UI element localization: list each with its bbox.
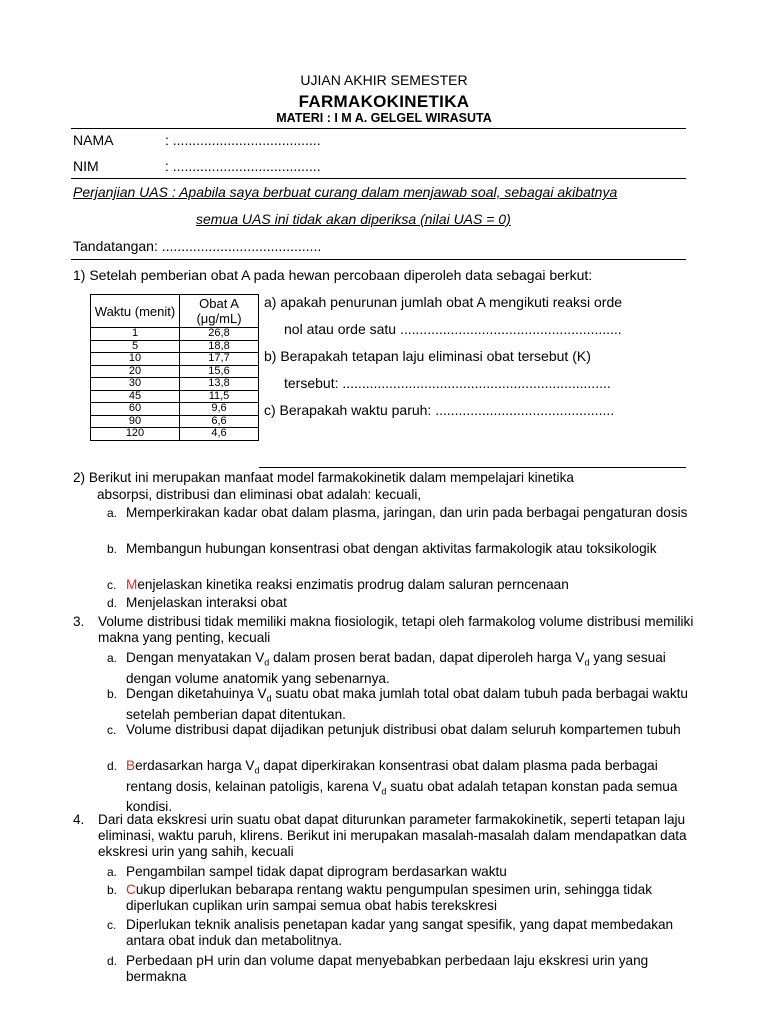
table-row: [91, 378, 259, 391]
q3-option-a[interactable]: Dengan menyatakan $V_d$ dalam prosen berat badan, dapat diperoleh harga $V_d$ yang sesuai dengan volume anatomik yang sebenarnya.: [126, 650, 666, 686]
table-row: [91, 390, 259, 403]
q3-option-d[interactable]: Berdasarkan harga $V_d$ dapat diperkirakan konsentrasi obat dalam plasma pada berbagai rentang dosis, kelainan patoligis, karena $V_d$ suatu obat adalah tetapan konstan pada semua kondisi.: [126, 758, 678, 815]
waktu-cell: 90: [91, 415, 180, 428]
q4-option-b-label[interactable]: b.: [107, 883, 118, 897]
col-waktu-header: Waktu (menit): [91, 295, 180, 328]
q1-part-b-2[interactable]: tersebut: .....................................................................: [284, 375, 611, 391]
q1-part-b-1: b) Berapakah tetapan laju eliminasi obat tersebut (K): [264, 348, 591, 364]
waktu-cell: 120: [91, 428, 180, 441]
q3-option-a-label[interactable]: a.: [107, 651, 118, 665]
signature-rule: [71, 259, 686, 260]
waktu-cell: 10: [91, 353, 180, 366]
q2-stem-2: absorpsi, distribusi dan eliminasi obat adalah: kecuali,: [97, 487, 422, 502]
q2-option-c-label[interactable]: c.: [107, 578, 117, 592]
q3-option-d-label[interactable]: d.: [107, 759, 118, 773]
answer-mark: C: [126, 882, 136, 897]
q3-option-b-label[interactable]: b.: [107, 687, 118, 701]
obat-cell: 15,6: [180, 365, 259, 378]
q3-option-c-label[interactable]: c.: [107, 723, 117, 737]
obat-cell: 13,8: [180, 378, 259, 391]
table-row: [91, 365, 259, 378]
q2-option-d[interactable]: Menjelaskan interaksi obat: [126, 595, 287, 610]
waktu-cell: 45: [91, 390, 180, 403]
waktu-cell: 30: [91, 378, 180, 391]
q3-number: 3.: [73, 614, 85, 629]
obat-cell: 6,6: [180, 415, 259, 428]
q3-option-b[interactable]: Dengan diketahuinya $V_d$ suatu obat maka jumlah total obat dalam tubuh pada berbagai waktu setelah pemberian dapat ditentukan.: [126, 686, 688, 722]
nama-field[interactable]: : ......................................: [165, 132, 321, 148]
table-row: [91, 415, 259, 428]
q4-option-b[interactable]: Cukup diperlukan bebarapa rentang waktu pengumpulan spesimen urin, sehingga tidak diperlukan cuplikan urin sampai semua obat habis terekskresi: [126, 882, 652, 913]
identity-rule: [71, 178, 686, 179]
q2-option-d-label[interactable]: d.: [107, 596, 118, 610]
q2-option-c[interactable]: Menjelaskan kinetika reaksi enzimatis prodrug dalam saluran perncenaan: [126, 577, 569, 592]
q3-option-c[interactable]: Volume distribusi dapat dijadikan petunjuk distribusi obat dalam seluruh kompartemen tubuh: [126, 722, 681, 737]
obat-cell: 26,8: [180, 328, 259, 341]
q4-option-a-label[interactable]: a.: [107, 865, 118, 879]
nama-label: NAMA: [73, 132, 114, 148]
q1-rule: [259, 467, 686, 468]
table-row: [91, 403, 259, 416]
table-row: [91, 353, 259, 366]
obat-cell: 17,7: [180, 353, 259, 366]
waktu-cell: 1: [91, 328, 180, 341]
waktu-cell: 20: [91, 365, 180, 378]
obat-cell: 11,5: [180, 390, 259, 403]
nim-field[interactable]: : ......................................: [165, 158, 321, 174]
agreement-line-2: semua UAS ini tidak akan diperiksa (nilai UAS = 0): [196, 211, 511, 227]
agreement-line-1: Perjanjian UAS : Apabila saya berbuat curang dalam menjawab soal, sebagai akibatnya: [73, 184, 618, 200]
q2-option-b[interactable]: Membangun hubungan konsentrasi obat dengan aktivitas farmakologik atau toksikologik: [126, 541, 657, 556]
waktu-cell: 5: [91, 340, 180, 353]
answer-mark: B: [126, 758, 136, 773]
col-obat-header: Obat A (μg/mL): [180, 295, 259, 328]
q2-option-a-label[interactable]: a.: [107, 506, 118, 520]
table-row: [91, 428, 259, 441]
q3-stem: Volume distribusi tidak memiliki makna fiosiologik, tetapi oleh farmakolog volume distribusi memiliki makna yang penting, kecuali: [98, 614, 694, 645]
q1-text: 1) Setelah pemberian obat A pada hewan percobaan diperoleh data sebagai berkut:: [73, 267, 593, 283]
table-row: [91, 340, 259, 353]
q2-option-a[interactable]: Memperkirakan kadar obat dalam plasma, jaringan, dan urin pada berbagai pengaturan dosis: [126, 505, 688, 520]
nim-label: NIM: [73, 158, 99, 174]
obat-cell: 18,8: [180, 340, 259, 353]
signature-line[interactable]: Tandatangan: .........................................: [73, 238, 322, 254]
q4-option-d[interactable]: Perbedaan pH urin dan volume dapat menyebabkan perbedaan laju ekskresi urin yang bermakna: [126, 953, 649, 984]
answer-mark: M: [126, 577, 138, 592]
q4-stem: Dari data ekskresi urin suatu obat dapat diturunkan parameter farmakokinetik, seperti tetapan laju eliminasi, waktu paruh, klirens. Berikut ini merupakan masalah-masalah dalam mendapatkan data ekskresi urin yang sahih, kecuali: [98, 812, 687, 859]
q1-part-c[interactable]: c) Berapakah waktu paruh: ..............................................: [264, 402, 615, 418]
q4-option-d-label[interactable]: d.: [107, 954, 118, 968]
course-title: FARMAKOKINETIKA: [298, 92, 470, 111]
q4-option-c[interactable]: Diperlukan teknik analisis penetapan kadar yang sangat spesifik, yang dapat membedakan antara obat induk dan metabolitnya.: [126, 917, 674, 948]
materi-line: MATERI : I M A. GELGEL WIRASUTA: [276, 111, 492, 125]
q1-part-a-2[interactable]: nol atau orde satu .........................................................: [284, 321, 622, 337]
q2-stem-1: 2) Berikut ini merupakan manfaat model farmakokinetik dalam mempelajari kinetika: [73, 470, 574, 485]
obat-cell: 9,6: [180, 403, 259, 416]
obat-cell: 4,6: [180, 428, 259, 441]
q1-data-table: [90, 294, 259, 441]
q4-number: 4.: [73, 812, 85, 827]
exam-title: UJIAN AKHIR SEMESTER: [300, 72, 468, 88]
waktu-cell: 60: [91, 403, 180, 416]
q1-part-a-1: a) apakah penurunan jumlah obat A mengikuti reaksi orde: [264, 294, 623, 310]
table-row: [91, 328, 259, 341]
q4-option-c-label[interactable]: c.: [107, 918, 117, 932]
header-rule: [71, 128, 686, 129]
q2-option-b-label[interactable]: b.: [107, 542, 118, 556]
q4-option-a[interactable]: Pengambilan sampel tidak dapat diprogram berdasarkan waktu: [126, 864, 507, 879]
